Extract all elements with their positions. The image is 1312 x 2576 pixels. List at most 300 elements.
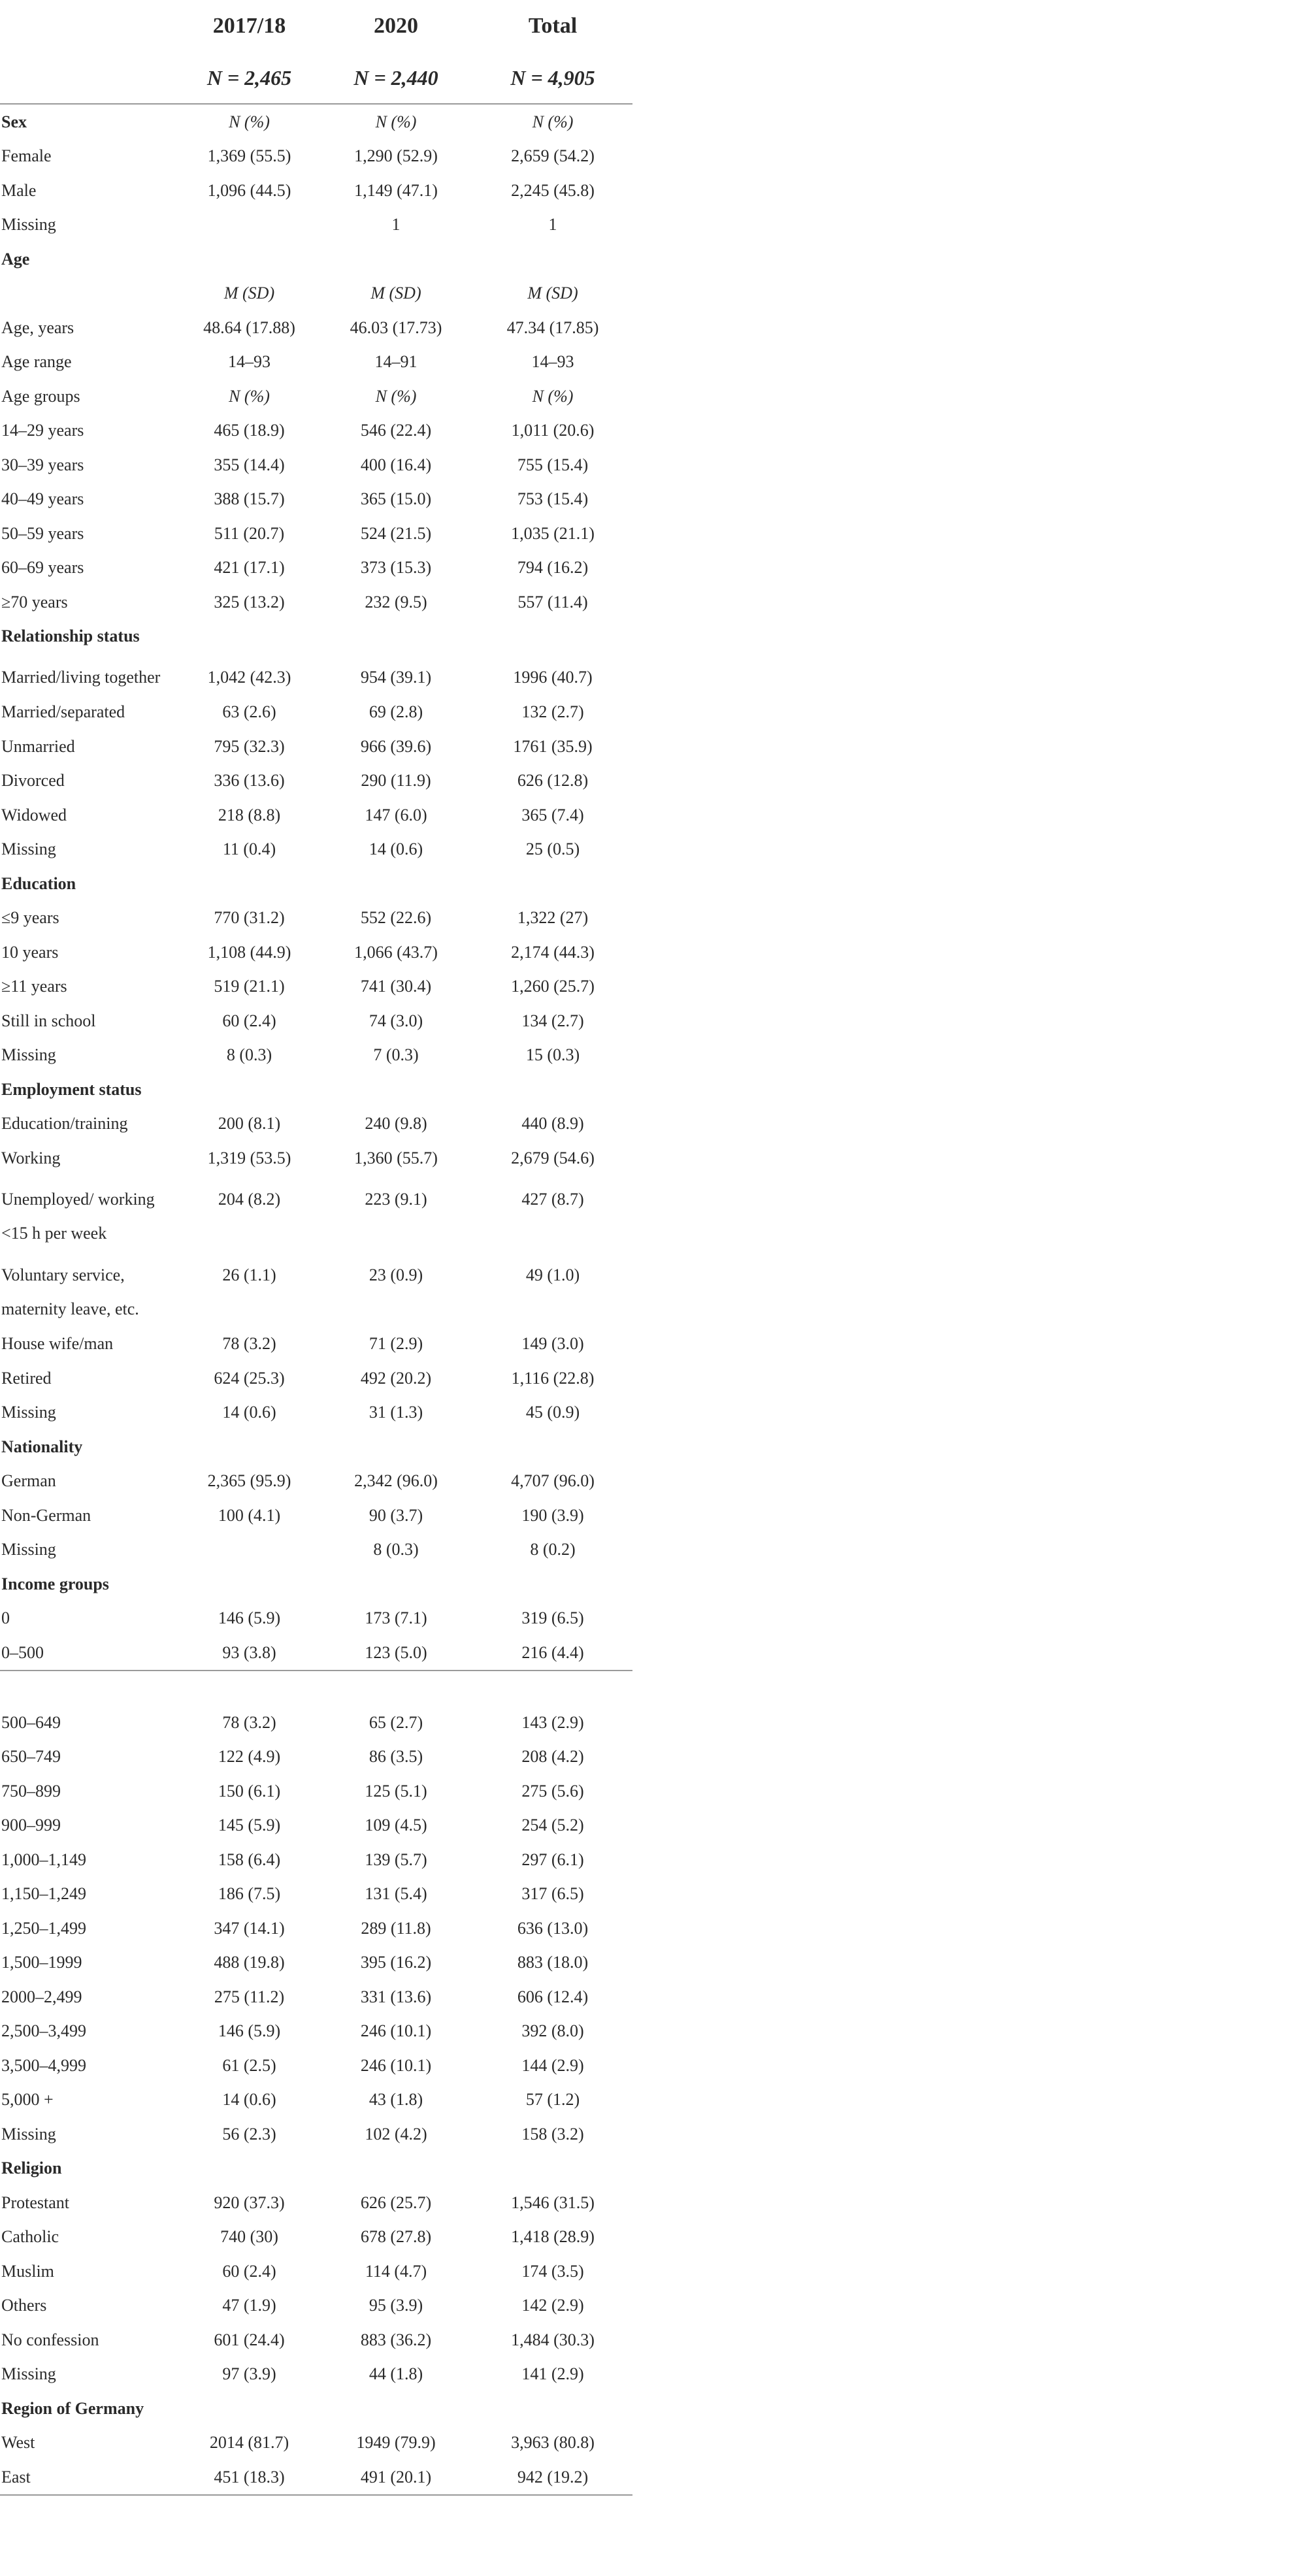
cell-2020: N (%) xyxy=(375,386,417,406)
row-label: House wife/man xyxy=(1,1334,114,1354)
cell-total: 1,322 (27) xyxy=(517,908,589,928)
cell-total: 142 (2.9) xyxy=(521,2296,584,2315)
cell-2017-18: 1,319 (53.5) xyxy=(207,1148,291,1167)
cell-2017-18: 78 (3.2) xyxy=(222,1712,276,1732)
cell-total: 4,707 (96.0) xyxy=(511,1471,595,1491)
cell-2020 xyxy=(319,1429,473,1464)
table-row xyxy=(0,1533,632,1567)
table-row xyxy=(0,2460,632,2495)
section-header-row xyxy=(0,104,632,139)
cell-2017-18: 8 (0.3) xyxy=(226,1045,272,1065)
cell-2020: 86 (3.5) xyxy=(369,1747,423,1767)
cell-2017-18: 1,108 (44.9) xyxy=(207,942,291,962)
row-label: 500–649 xyxy=(1,1712,61,1732)
table-row xyxy=(0,414,632,448)
cell-2020: 46.03 (17.73) xyxy=(350,318,442,337)
cell-2017-18: 78 (3.2) xyxy=(222,1334,276,1354)
cell-total: 1,546 (31.5) xyxy=(511,2193,595,2212)
cell-2017-18: 97 (3.9) xyxy=(222,2364,276,2384)
cell-total: 636 (13.0) xyxy=(517,1918,589,1938)
row-label: Region of Germany xyxy=(1,2398,144,2418)
row-label: Religion xyxy=(1,2159,62,2178)
table-body xyxy=(0,104,632,2495)
table-row xyxy=(0,310,632,345)
cell-total: 1,260 (25.7) xyxy=(511,977,595,996)
row-label: Missing xyxy=(1,2124,56,2144)
row-label: German xyxy=(1,1471,56,1491)
cell-2020: 954 (39.1) xyxy=(360,668,432,687)
row-label: Married/separated xyxy=(1,702,125,722)
cell-2020: 240 (9.8) xyxy=(365,1114,427,1133)
cell-2020: 1,066 (43.7) xyxy=(354,942,438,962)
row-label: 10 years xyxy=(1,942,59,962)
row-label: 40–49 years xyxy=(1,489,84,509)
row-label: 750–899 xyxy=(1,1781,61,1801)
n-2017-18-value: N = 2,465 xyxy=(206,65,292,90)
cell-2017-18: 2014 (81.7) xyxy=(209,2433,289,2453)
cell-2020 xyxy=(319,866,473,901)
cell-total: 208 (4.2) xyxy=(521,1747,584,1767)
row-label: 30–39 years xyxy=(1,455,84,474)
cell-2017-18: 47 (1.9) xyxy=(222,2296,276,2315)
row-label: Catholic xyxy=(1,2227,59,2247)
cell-2020 xyxy=(319,1072,473,1107)
cell-2020 xyxy=(319,619,473,654)
cell-2017-18: 740 (30) xyxy=(220,2227,278,2247)
cell-total: 47.34 (17.85) xyxy=(506,318,599,337)
row-label: 1,000–1,149 xyxy=(1,1850,86,1869)
n-total-value: N = 4,905 xyxy=(510,65,595,90)
cell-total: 2,679 (54.6) xyxy=(511,1148,595,1167)
row-label: 2000–2,499 xyxy=(1,1987,82,2006)
row-label: Still in school xyxy=(1,1011,96,1030)
cell-2020: 492 (20.2) xyxy=(360,1368,432,1388)
table-row xyxy=(0,1107,632,1141)
cell-2017-18: 146 (5.9) xyxy=(218,1608,281,1628)
cell-2017-18: 795 (32.3) xyxy=(214,736,285,756)
cell-2017-18: 61 (2.5) xyxy=(222,2055,276,2075)
cell-2020: 331 (13.6) xyxy=(360,1987,432,2006)
row-label: 1,150–1,249 xyxy=(1,1884,86,1904)
cell-2017-18: 145 (5.9) xyxy=(218,1816,281,1835)
cell-total xyxy=(473,866,632,901)
cell-total: 45 (0.9) xyxy=(525,1403,580,1422)
row-label: No confession xyxy=(1,2330,99,2349)
table-row xyxy=(0,2323,632,2357)
n-2020 xyxy=(319,52,473,104)
cell-2017-18 xyxy=(180,1567,319,1601)
section-header-row xyxy=(0,1567,632,1601)
cell-2020: 102 (4.2) xyxy=(365,2124,427,2144)
cell-total: 1,035 (21.1) xyxy=(511,523,595,543)
cell-2017-18: 465 (18.9) xyxy=(214,421,285,440)
cell-total: 143 (2.9) xyxy=(521,1712,584,1732)
cell-total: 392 (8.0) xyxy=(521,2021,584,2041)
cell-2020 xyxy=(319,242,473,276)
cell-2020: 14 (0.6) xyxy=(369,840,423,859)
table-row xyxy=(0,653,632,695)
cell-2017-18 xyxy=(180,866,319,901)
table-row xyxy=(0,551,632,585)
section-header-row xyxy=(0,1072,632,1107)
row-label: Income groups xyxy=(1,1574,109,1593)
cell-total: M (SD) xyxy=(527,284,578,303)
table-row xyxy=(0,832,632,867)
cell-total: N (%) xyxy=(473,104,632,139)
cell-2017-18 xyxy=(180,2151,319,2186)
cell-2017-18: 14 (0.6) xyxy=(222,1403,276,1422)
row-label: Age groups xyxy=(1,386,80,406)
cell-2017-18: 48.64 (17.88) xyxy=(203,318,295,337)
row-label: Relationship status xyxy=(1,627,140,646)
cell-total: 144 (2.9) xyxy=(521,2055,584,2075)
cell-2017-18: 624 (25.3) xyxy=(214,1368,285,1388)
table-row xyxy=(0,1003,632,1038)
row-label: Employment status xyxy=(1,1079,142,1099)
cell-2017-18: 488 (19.8) xyxy=(214,1953,285,1972)
cell-2017-18: 146 (5.9) xyxy=(218,2021,281,2041)
table-row xyxy=(0,2426,632,2460)
cell-2017-18: 56 (2.3) xyxy=(222,2124,276,2144)
cell-2020: 44 (1.8) xyxy=(369,2364,423,2384)
cell-total: 753 (15.4) xyxy=(517,489,589,509)
row-label: ≥11 years xyxy=(1,977,67,996)
table-row xyxy=(0,139,632,174)
cell-total: 49 (1.0) xyxy=(525,1265,580,1284)
section-header-row xyxy=(0,242,632,276)
cell-total: 1,418 (28.9) xyxy=(511,2227,595,2247)
n-label-cell xyxy=(0,52,180,104)
cell-2017-18: 1,369 (55.5) xyxy=(207,146,291,166)
cell-2017-18 xyxy=(180,1533,319,1567)
row-label: Education xyxy=(1,873,76,893)
cell-2020: 95 (3.9) xyxy=(369,2296,423,2315)
cell-total: 317 (6.5) xyxy=(521,1884,584,1904)
row-label: Married/living together xyxy=(1,668,161,687)
row-label: 0 xyxy=(1,1608,10,1628)
cell-2017-18: 388 (15.7) xyxy=(214,489,285,509)
cell-2017-18: N (%) xyxy=(229,386,270,406)
cell-2017-18: 60 (2.4) xyxy=(222,1011,276,1030)
cell-2020: 546 (22.4) xyxy=(360,421,432,440)
cell-2017-18: 63 (2.6) xyxy=(222,702,276,722)
cell-2020: 232 (9.5) xyxy=(365,592,427,611)
row-label: Female xyxy=(1,146,52,166)
cell-2017-18: 355 (14.4) xyxy=(214,455,285,474)
subheader-row xyxy=(0,276,632,311)
cell-2020: 1,290 (52.9) xyxy=(354,146,438,166)
row-label: Muslim xyxy=(1,2261,54,2281)
cell-total: 1761 (35.9) xyxy=(513,736,593,756)
cell-total: 57 (1.2) xyxy=(525,2090,580,2110)
subheader-row xyxy=(0,379,632,414)
table-row xyxy=(0,764,632,798)
table-row xyxy=(0,208,632,242)
cell-2017-18: 601 (24.4) xyxy=(214,2330,285,2349)
row-label: Nationality xyxy=(1,1437,83,1456)
cell-2020: N (%) xyxy=(319,104,473,139)
cell-total xyxy=(473,1072,632,1107)
row-label: 2,500–3,499 xyxy=(1,2021,86,2041)
row-label: Missing xyxy=(1,1540,56,1559)
cell-2020: 552 (22.6) xyxy=(360,908,432,928)
cell-2020: 524 (21.5) xyxy=(360,523,432,543)
table-row xyxy=(0,1980,632,2014)
cell-2020: 246 (10.1) xyxy=(360,2055,432,2075)
table-row xyxy=(0,935,632,970)
cell-total: 427 (8.7) xyxy=(521,1189,584,1209)
cell-2020: 223 (9.1) xyxy=(365,1189,427,1209)
table-row xyxy=(0,2048,632,2083)
table-row xyxy=(0,1671,632,1706)
cell-total: 606 (12.4) xyxy=(517,1987,589,2006)
table-row xyxy=(0,1141,632,1175)
cell-2017-18: 122 (4.9) xyxy=(218,1747,281,1767)
n-2017-18 xyxy=(180,52,319,104)
cell-2020: 741 (30.4) xyxy=(360,977,432,996)
row-label: 5,000 + xyxy=(1,2090,54,2110)
row-label: ≥70 years xyxy=(1,592,68,611)
row-label: 60–69 years xyxy=(1,558,84,578)
cell-2020: 31 (1.3) xyxy=(369,1403,423,1422)
row-label: Missing xyxy=(1,2364,56,2384)
cell-total: 216 (4.4) xyxy=(473,1635,632,1671)
cell-2017-18: 1,096 (44.5) xyxy=(207,180,291,200)
cell-total: 275 (5.6) xyxy=(521,1781,584,1801)
row-label: Age range xyxy=(1,352,72,372)
cell-2017-18: 275 (11.2) xyxy=(214,1987,285,2006)
row-label: Non-German xyxy=(1,1505,91,1525)
cell-2020: 1949 (79.9) xyxy=(356,2433,436,2453)
n-total xyxy=(473,52,632,104)
cell-total xyxy=(473,2391,632,2426)
table-row xyxy=(0,1601,632,1636)
cell-total: 440 (8.9) xyxy=(521,1114,584,1133)
table-row xyxy=(0,729,632,764)
cell-2020: 14–91 xyxy=(374,352,418,372)
cell-2017-18: 325 (13.2) xyxy=(214,592,285,611)
section-header-row xyxy=(0,1429,632,1464)
table-row xyxy=(0,448,632,482)
cell-total: 794 (16.2) xyxy=(517,558,589,578)
header-2017-18: 2017/18 xyxy=(212,14,286,38)
cell-2020: 173 (7.1) xyxy=(365,1608,427,1628)
cell-2017-18: 14–93 xyxy=(228,352,271,372)
cell-2020: M (SD) xyxy=(370,284,421,303)
cell-2020: 114 (4.7) xyxy=(365,2261,427,2281)
cell-2017-18 xyxy=(180,208,319,242)
cell-2020: 90 (3.7) xyxy=(369,1505,423,1525)
row-label: Voluntary service, maternity leave, etc. xyxy=(1,1265,139,1318)
cell-2020: 290 (11.9) xyxy=(361,771,431,791)
row-label xyxy=(0,276,180,311)
cell-total xyxy=(473,1671,632,1706)
cell-2017-18: 218 (8.8) xyxy=(218,805,281,824)
cell-total: 2,245 (45.8) xyxy=(511,180,595,200)
table-row xyxy=(0,2357,632,2392)
cell-2020: 626 (25.7) xyxy=(360,2193,432,2212)
row-label: Widowed xyxy=(1,805,67,824)
cell-total: 158 (3.2) xyxy=(521,2124,584,2144)
cell-2017-18: 347 (14.1) xyxy=(214,1918,285,1938)
cell-2020: 65 (2.7) xyxy=(369,1712,423,1732)
table-row xyxy=(0,1740,632,1774)
cell-total: 134 (2.7) xyxy=(521,1011,584,1030)
cell-total: N (%) xyxy=(532,386,574,406)
cell-total: 883 (18.0) xyxy=(517,1953,589,1972)
cell-total: 2,174 (44.3) xyxy=(511,942,595,962)
cell-2020 xyxy=(319,1567,473,1601)
cell-2017-18: 451 (18.3) xyxy=(180,2460,319,2495)
cell-total: 141 (2.9) xyxy=(521,2364,584,2384)
cell-2020: 1,149 (47.1) xyxy=(354,180,438,200)
cell-2020: 43 (1.8) xyxy=(369,2090,423,2110)
cell-total: 132 (2.7) xyxy=(521,702,584,722)
table-row xyxy=(0,1251,632,1327)
cell-total xyxy=(473,1567,632,1601)
cell-total xyxy=(473,2151,632,2186)
row-label: 14–29 years xyxy=(1,421,84,440)
cell-2017-18: 2,365 (95.9) xyxy=(207,1471,291,1491)
table-row xyxy=(0,2117,632,2151)
table-row xyxy=(0,1635,632,1671)
cell-total: 755 (15.4) xyxy=(517,455,589,474)
cell-2020: 71 (2.9) xyxy=(369,1334,423,1354)
cell-2017-18: M (SD) xyxy=(223,284,275,303)
cell-2020: 23 (0.9) xyxy=(369,1265,423,1284)
cell-2017-18: 770 (31.2) xyxy=(214,908,285,928)
cell-2017-18: N (%) xyxy=(180,104,319,139)
header-2020: 2020 xyxy=(374,14,418,38)
cell-2020: 2,342 (96.0) xyxy=(354,1471,438,1491)
cell-total: 2,659 (54.2) xyxy=(511,146,595,166)
cell-2017-18: 26 (1.1) xyxy=(222,1265,276,1284)
demographics-table xyxy=(0,0,632,2496)
cell-total: 190 (3.9) xyxy=(521,1505,584,1525)
table-row xyxy=(0,516,632,551)
cell-total: 1 xyxy=(548,215,557,235)
cell-total: 1,116 (22.8) xyxy=(511,1368,595,1388)
table-row xyxy=(0,1946,632,1980)
cell-2020: 109 (4.5) xyxy=(365,1816,427,1835)
table-row xyxy=(0,2289,632,2323)
row-label xyxy=(0,1671,180,1706)
table-row xyxy=(0,798,632,832)
cell-2017-18: 204 (8.2) xyxy=(218,1189,281,1209)
cell-total: 626 (12.8) xyxy=(517,771,589,791)
cell-2020: 1 xyxy=(391,215,401,235)
row-label: 50–59 years xyxy=(1,523,84,543)
cell-2020: 395 (16.2) xyxy=(360,1953,432,1972)
cell-total xyxy=(473,1429,632,1464)
cell-total: 1996 (40.7) xyxy=(513,668,593,687)
table-row xyxy=(0,2254,632,2289)
cell-2017-18: 150 (6.1) xyxy=(218,1781,281,1801)
row-label: 900–999 xyxy=(1,1816,61,1835)
cell-2017-18 xyxy=(180,1671,319,1706)
row-label: 1,500–1999 xyxy=(1,1953,82,1972)
row-label: Others xyxy=(1,2296,47,2315)
table-row xyxy=(0,1395,632,1430)
cell-2020: 125 (5.1) xyxy=(365,1781,427,1801)
table-row xyxy=(0,345,632,380)
table-row xyxy=(0,1038,632,1073)
cell-2017-18: 14 (0.6) xyxy=(222,2090,276,2110)
row-label: Missing xyxy=(1,215,56,235)
row-label: Unmarried xyxy=(1,736,75,756)
cell-2017-18 xyxy=(180,619,319,654)
cell-2017-18: 519 (21.1) xyxy=(214,977,285,996)
cell-total: 1,484 (30.3) xyxy=(511,2330,595,2349)
cell-2020: 123 (5.0) xyxy=(319,1635,473,1671)
demographics-table-document xyxy=(0,0,632,2496)
table-row xyxy=(0,1842,632,1877)
cell-2020: 365 (15.0) xyxy=(360,489,432,509)
cell-2020: 678 (27.8) xyxy=(360,2227,432,2247)
row-label: Missing xyxy=(1,1045,56,1065)
table-row xyxy=(0,2083,632,2117)
row-label: Male xyxy=(1,180,37,200)
cell-total: 8 (0.2) xyxy=(530,1540,576,1559)
cell-2020: 69 (2.8) xyxy=(369,702,423,722)
section-header-row xyxy=(0,2151,632,2186)
table-row xyxy=(0,2185,632,2220)
cell-2017-18 xyxy=(180,2391,319,2426)
cell-2017-18: 421 (17.1) xyxy=(214,558,285,578)
table-row xyxy=(0,2220,632,2255)
table-row xyxy=(0,1327,632,1361)
header-total: Total xyxy=(528,14,578,38)
cell-2020: 400 (16.4) xyxy=(360,455,432,474)
cell-2017-18: 60 (2.4) xyxy=(222,2261,276,2281)
cell-total: 557 (11.4) xyxy=(517,592,588,611)
row-label: Age xyxy=(1,249,30,269)
cell-2020 xyxy=(319,2391,473,2426)
section-header-row xyxy=(0,2391,632,2426)
cell-total: 25 (0.5) xyxy=(525,840,580,859)
cell-2020: 289 (11.8) xyxy=(361,1918,431,1938)
cell-total xyxy=(473,619,632,654)
table-row xyxy=(0,695,632,730)
row-label: Retired xyxy=(1,1368,52,1388)
cell-2017-18 xyxy=(180,242,319,276)
row-label: Age, years xyxy=(1,318,74,337)
cell-2017-18: 200 (8.1) xyxy=(218,1114,281,1133)
cell-2017-18: 511 (20.7) xyxy=(214,523,285,543)
table-row xyxy=(0,2014,632,2049)
row-label: Working xyxy=(1,1148,61,1167)
cell-2020: 139 (5.7) xyxy=(365,1850,427,1869)
cell-2017-18 xyxy=(180,1072,319,1107)
table-row xyxy=(0,482,632,517)
cell-total: 297 (6.1) xyxy=(521,1850,584,1869)
row-label: Missing xyxy=(1,840,56,859)
cell-2020 xyxy=(319,2151,473,2186)
table-row xyxy=(0,1877,632,1912)
row-label: 0–500 xyxy=(0,1635,180,1671)
table-row xyxy=(0,1361,632,1395)
table-row xyxy=(0,1705,632,1740)
cell-2020: 966 (39.6) xyxy=(360,736,432,756)
cell-2020: 373 (15.3) xyxy=(360,558,432,578)
cell-2020 xyxy=(319,1671,473,1706)
table-row xyxy=(0,1464,632,1499)
row-label: Divorced xyxy=(1,771,65,791)
table-row xyxy=(0,585,632,619)
row-label: Protestant xyxy=(1,2193,69,2212)
row-label: 3,500–4,999 xyxy=(1,2055,86,2075)
table-row xyxy=(0,173,632,208)
